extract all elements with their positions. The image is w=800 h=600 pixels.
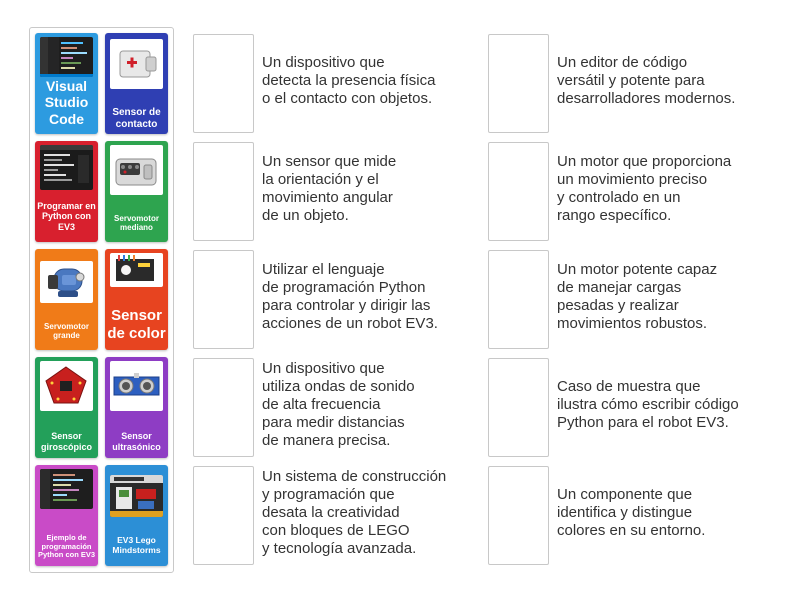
large-motor-photo-icon: [40, 261, 93, 303]
code-editor-screenshot-icon: [40, 145, 93, 190]
drop-slot[interactable]: [488, 250, 549, 349]
tile-bank: [29, 27, 174, 573]
tile-label: Sensor giroscópico: [40, 431, 92, 452]
tile-sensor-de-contacto[interactable]: [105, 33, 168, 134]
description-text: Un sensor que mide la orientación y el movimiento angular de un objeto.: [262, 153, 397, 224]
drop-slot[interactable]: [193, 466, 254, 565]
tile-sensor-giroscopico[interactable]: [35, 357, 98, 458]
tile-servomotor-grande[interactable]: [35, 249, 98, 350]
description-text: Un motor que proporciona un movimiento preciso y controlado en un rango específico.: [557, 153, 732, 224]
tile-visual-studio-code[interactable]: [35, 33, 98, 134]
medium-motor-photo-icon: [110, 145, 163, 195]
vscode-screenshot-icon: [40, 37, 93, 77]
touch-sensor-photo-icon: [110, 39, 163, 89]
description-text: Utilizar el lenguaje de programación Python para controlar y dirigir las acciones de un robot EV3.: [262, 261, 438, 332]
tile-programar-en-python[interactable]: [35, 141, 98, 242]
tile-label: Sensor de color: [107, 306, 166, 343]
tile-label: Sensor ultrasónico: [112, 431, 161, 452]
tile-label: Servomotor grande: [44, 321, 89, 340]
tile-label: Visual Studio Code: [44, 77, 89, 128]
ultrasonic-sensor-photo-icon: [110, 361, 163, 411]
description-text: Un sistema de construcción y programación que desata la creatividad con bloques de LEGO y tecnología avanzada.: [262, 468, 447, 557]
description-text: Un dispositivo que detecta la presencia física o el contacto con objetos.: [262, 54, 436, 107]
tile-label: Servomotor mediano: [114, 213, 159, 232]
description-text: Un motor potente capaz de manejar cargas pesadas y realizar movimientos robustos.: [557, 261, 718, 332]
tile-sensor-de-color[interactable]: [105, 249, 168, 350]
tile-ejemplo-python[interactable]: [35, 465, 98, 566]
drop-slot[interactable]: [488, 142, 549, 241]
drop-slot[interactable]: [488, 34, 549, 133]
gyro-sensor-photo-icon: [40, 361, 93, 411]
color-sensor-board-photo-icon: [110, 253, 163, 287]
tile-label: Sensor de contacto: [112, 107, 161, 130]
drop-slot[interactable]: [488, 466, 549, 565]
tile-sensor-ultrasonico[interactable]: [105, 357, 168, 458]
tile-label: EV3 Lego Mindstorms: [112, 535, 161, 556]
description-text: Caso de muestra que ilustra cómo escribir código Python para el robot EV3.: [557, 378, 739, 431]
drop-slot[interactable]: [193, 358, 254, 457]
description-text: Un editor de código versátil y potente para desarrolladores modernos.: [557, 54, 736, 107]
mindstorms-box-photo-icon: [110, 475, 163, 517]
drop-slot[interactable]: [193, 34, 254, 133]
tile-label: Programar en Python con EV3: [37, 200, 96, 232]
description-text: Un dispositivo que utiliza ondas de sonido de alta frecuencia para medir distancias de manera precisa.: [262, 360, 415, 449]
tile-label: Ejemplo de programación Python con EV3: [37, 533, 96, 560]
description-text: Un componente que identifica y distingue colores en su entorno.: [557, 486, 706, 539]
drop-slot[interactable]: [488, 358, 549, 457]
drop-slot[interactable]: [193, 250, 254, 349]
tile-ev3-lego-mindstorms[interactable]: [105, 465, 168, 566]
drop-slot[interactable]: [193, 142, 254, 241]
python-example-screenshot-icon: [40, 469, 93, 509]
tile-servomotor-mediano[interactable]: [105, 141, 168, 242]
